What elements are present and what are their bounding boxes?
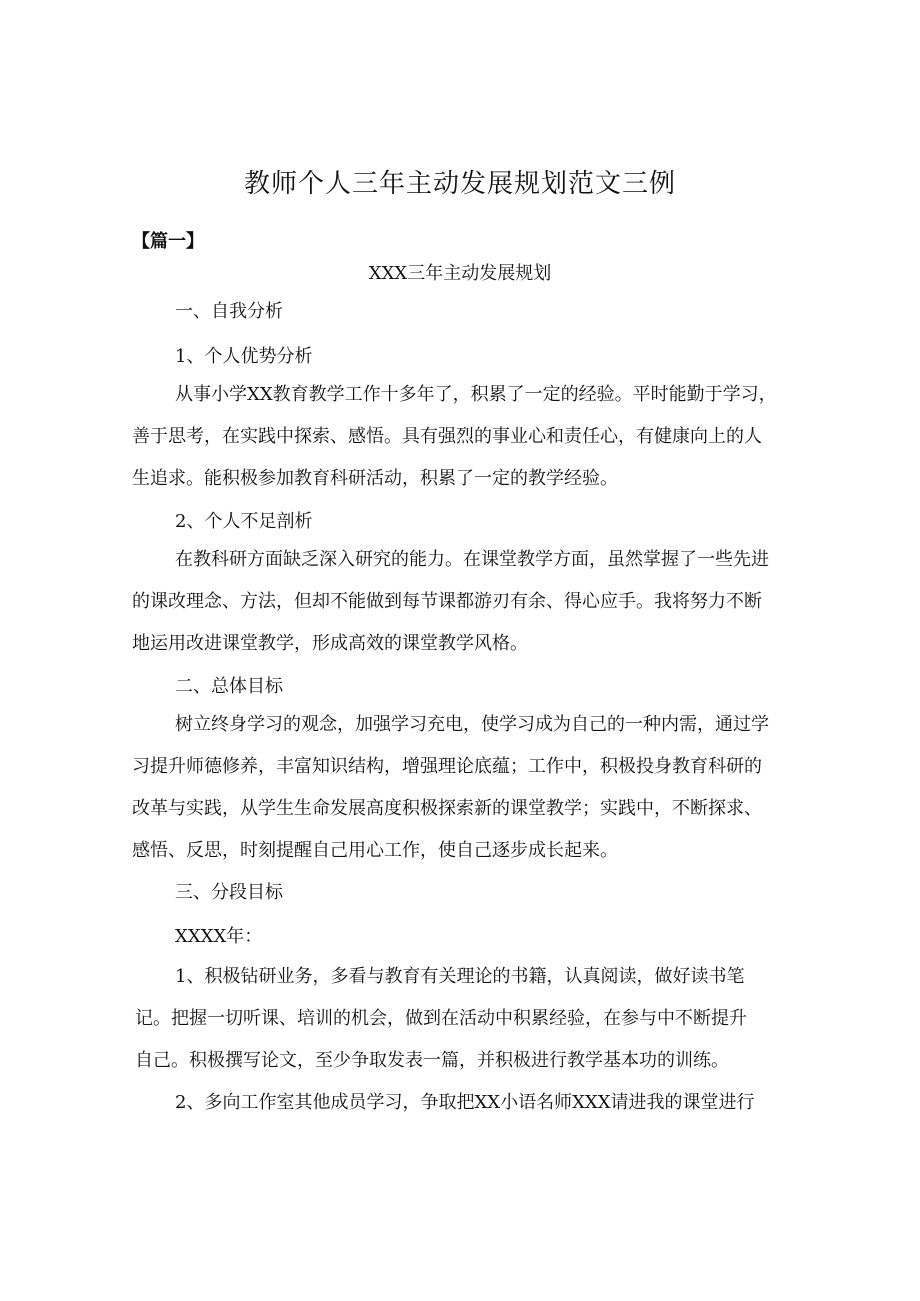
paragraph-line: 树立终身学习的观念，加强学习充电，使学习成为自己的一种内需，通过学 [175,714,769,735]
heading-self-analysis: 一、自我分析 [175,301,283,322]
paragraph-line: 善于思考，在实践中探索、感悟。具有强烈的事业心和责任心，有健康向上的人 [132,426,762,447]
paragraph-line: 记。把握一切听课、培训的机会，做到在活动中积累经验，在参与中不断提升 [135,1008,747,1029]
paragraph-line: 感悟、反思，时刻提醒自己用心工作，使自己逐步成长起来。 [132,840,618,861]
paragraph-line: 在教科研方面缺乏深入研究的能力。在课堂教学方面，虽然掌握了一些先进 [175,549,769,570]
plan-subtitle: XXX三年主动发展规划 [368,263,552,284]
year-label: XXXX年： [175,926,263,947]
paragraph-line: 改革与实践，从学生生命发展高度积极探索新的课堂教学；实践中，不断探求、 [132,798,762,819]
paragraph-line: 地运用改进课堂教学，形成高效的课堂教学风格。 [132,633,528,654]
document-title: 教师个人三年主动发展规划范文三例 [243,169,676,199]
paragraph-line: 1、积极钻研业务，多看与教育有关理论的书籍，认真阅读，做好读书笔 [175,966,745,987]
subheading-weaknesses: 2、个人不足剖析 [175,511,313,532]
paragraph-line: 自己。积极撰写论文，至少争取发表一篇，并积极进行教学基本功的训练。 [135,1050,729,1071]
paragraph-line: 的课改理念、方法，但却不能做到每节课都游刃有余、得心应手。我将努力不断 [132,591,762,612]
section-tag: 【篇一】 [132,231,204,252]
heading-overall-goal: 二、总体目标 [175,676,283,697]
paragraph-line: 2、多向工作室其他成员学习，争取把XX小语名师XXX请进我的课堂进行 [175,1092,755,1113]
heading-phase-goals: 三、分段目标 [175,882,283,903]
paragraph-line: 从事小学XX教育教学工作十多年了，积累了一定的经验。平时能勤于学习， [175,384,777,405]
paragraph-line: 习提升师德修养，丰富知识结构，增强理论底蕴；工作中，积极投身教育科研的 [132,756,762,777]
paragraph-line: 生追求。能积极参加教育科研活动，积累了一定的教学经验。 [132,468,618,489]
subheading-strengths: 1、个人优势分析 [175,346,313,367]
